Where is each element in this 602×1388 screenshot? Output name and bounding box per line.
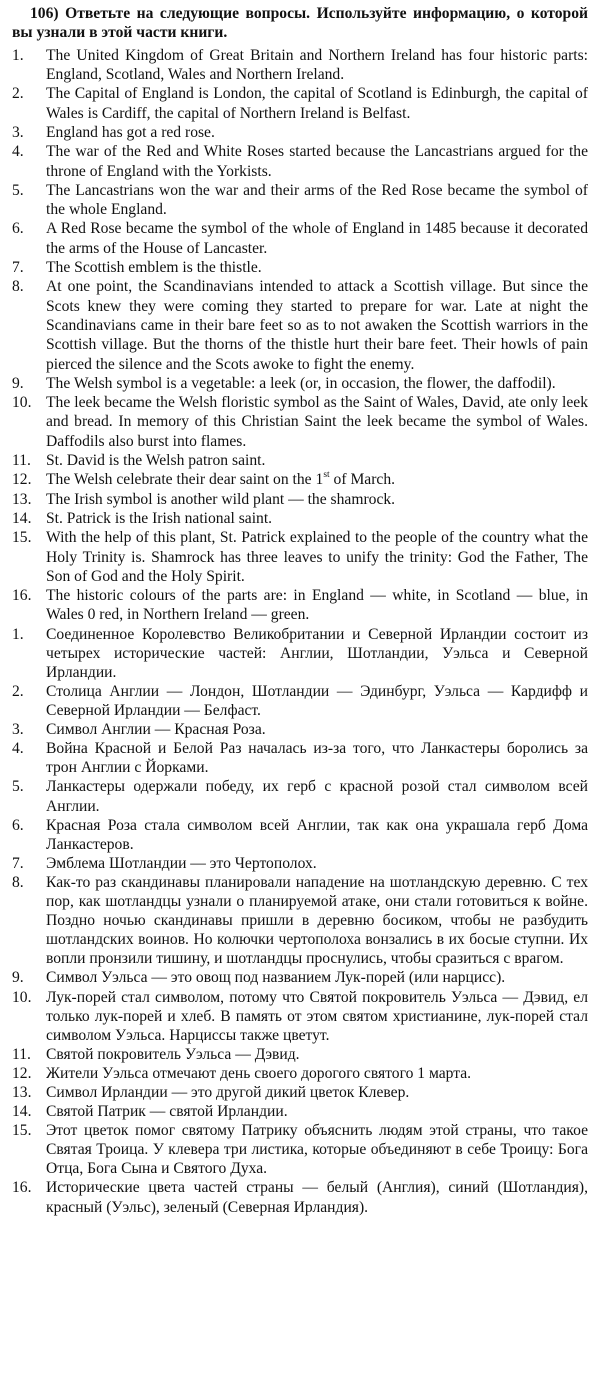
item-number: 16. [12, 587, 32, 605]
item-number: 14. [12, 1103, 32, 1121]
item-text: The United Kingdom of Great Britain and Northern Ireland has four historic parts: England, Scotland, Wales and Northern Ireland. [46, 46, 588, 84]
english-answer-item [12, 393, 588, 451]
item-text: of March. [329, 471, 396, 489]
item-number: 8. [12, 873, 24, 891]
item-number: 7. [12, 854, 24, 872]
item-number: 4. [12, 740, 24, 758]
item-text: Исторические цвета частей страны — белый (Англия), синий (Шотландия), красный (Уэльс), зеленый (Северная Ирландия). [46, 1179, 588, 1216]
russian-answer-item [12, 1178, 588, 1216]
russian-answer-item [12, 968, 588, 987]
english-answer-item [12, 46, 588, 85]
item-text: The leek became the Welsh floristic symbol as the Saint of Wales, David, ate only leek and bread. In memory of this Christian Saint the leek became the symbol of Wales. Daffodils also burst into flames. [46, 394, 588, 450]
item-number: 3. [12, 124, 24, 141]
english-answers-list [12, 46, 588, 625]
english-answer-item [12, 84, 588, 123]
item-text: The Lancastrians won the war and their arms of the Red Rose became the symbol of the whole England. [46, 181, 588, 219]
item-number: 8. [12, 278, 24, 296]
item-number: 1. [12, 46, 24, 64]
item-text: Ланкастеры одержали победу, их герб с красной розой стал символом всей Англии. [46, 778, 588, 815]
item-text: Этот цветок помог святому Патрику объяснить людям этой страны, что такое Святая Троица. У клевера три листика, которые объединяют в себе Троицу: Бога Отца, Бога Сына и Святого Духа. [46, 1122, 588, 1178]
english-answer-item [12, 219, 588, 258]
russian-answer-item [12, 1045, 588, 1064]
item-text: Эмблема Шотландии — это Чертополох. [46, 854, 317, 872]
item-number: 12. [12, 1064, 32, 1082]
russian-answer-item [12, 988, 588, 1045]
english-answer-item [12, 142, 588, 181]
russian-answer-item [12, 625, 588, 682]
english-answer-item [12, 123, 588, 142]
ordinal-suffix: st [323, 470, 330, 481]
item-text: The Irish symbol is another wild plant — the shamrock. [46, 490, 396, 508]
item-text: Символ Ирландии — это другой дикий цветок Клевер. [46, 1083, 410, 1101]
item-number: 7. [12, 259, 24, 277]
item-text: Столица Англии — Лондон, Шотландии — Эдинбург, Уэльса — Кардифф и Северной Ирландии — Белфаст. [46, 683, 588, 720]
russian-answer-item [12, 720, 588, 739]
russian-answer-item [12, 1102, 588, 1121]
item-number: 5. [12, 778, 24, 796]
item-text: The war of the Red and White Roses started because the Lancastrians argued for the throne of England with the Yorkists. [46, 143, 588, 180]
item-text: With the help of this plant, St. Patrick explained to the people of the country what the Holy Trinity is. Shamrock has three leaves to unify the trinity: God the Father, The Son of God and the Holy Spirit. [46, 529, 588, 585]
item-number: 16. [12, 1179, 32, 1197]
item-text: Святой покровитель Уэльса — Дэвид. [46, 1045, 300, 1063]
russian-answers-list [12, 625, 588, 1217]
item-number: 13. [12, 490, 32, 508]
item-number: 13. [12, 1083, 32, 1101]
russian-answer-item [12, 739, 588, 777]
english-answer-item [12, 451, 588, 470]
russian-answer-item [12, 1083, 588, 1102]
english-answer-item [12, 470, 588, 489]
russian-answer-item [12, 816, 588, 854]
item-text: At one point, the Scandinavians intended to attack a Scottish village. But since the Scots knew they were coming they started to prepare for war. Late at night the Scandinavians came in their bare feet so as to not awaken the Scottish warriors in the Scottish village. But the thorns of the thistle hurt their bare feet. Their howls of pain pierced the silence and the Scots awoke to fight the enemy. [46, 278, 588, 373]
item-number: 1. [12, 625, 24, 643]
item-number: 5. [12, 181, 24, 199]
english-answer-item [12, 509, 588, 528]
item-text: Соединенное Королевство Великобритании и Северной Ирландии состоит из четырех исторические частей: Англии, Шотландии, Уэльса и Северной Ирландии. [46, 625, 588, 681]
russian-answer-item [12, 854, 588, 873]
english-answer-item [12, 181, 588, 220]
item-number: 3. [12, 721, 24, 739]
russian-answer-item [12, 873, 588, 968]
item-number: 9. [12, 374, 24, 392]
item-number: 11. [12, 452, 31, 470]
item-text: Символ Англии — Красная Роза. [46, 721, 266, 739]
item-number: 2. [12, 683, 24, 700]
item-text: St. David is the Welsh patron saint. [46, 452, 266, 470]
item-number: 15. [12, 529, 32, 547]
english-answer-item [12, 374, 588, 393]
item-number: 9. [12, 969, 24, 987]
item-text: Красная Роза стала символом всей Англии, так как она украшала герб Дома Ланкастеров. [46, 816, 588, 853]
english-answer-item [12, 490, 588, 509]
item-number: 12. [12, 471, 32, 489]
russian-answer-item [12, 682, 588, 720]
russian-answer-item [12, 1064, 588, 1083]
item-number: 10. [12, 988, 32, 1006]
item-text: Жители Уэльса отмечают день своего дорогого святого 1 марта. [46, 1064, 472, 1082]
item-text: Символ Уэльса — это овощ под названием Лук-порей (или нарцисс). [46, 969, 506, 987]
item-text: England has got a red rose. [46, 124, 215, 141]
item-text: The Welsh symbol is a vegetable: a leek (or, in occasion, the flower, the daffodil). [46, 374, 556, 392]
item-number: 6. [12, 220, 24, 238]
english-answer-item [12, 277, 588, 373]
english-answer-item [12, 258, 588, 277]
item-text: Война Красной и Белой Раз началась из-за того, что Ланкастеры боролись за трон Англии с Йорками. [46, 740, 588, 777]
item-text: The Welsh celebrate their dear saint on the 1 [46, 471, 324, 489]
item-text: Святой Патрик — святой Ирландии. [46, 1103, 288, 1121]
item-text: St. Patrick is the Irish national saint. [46, 509, 273, 527]
item-number: 2. [12, 85, 24, 103]
item-number: 10. [12, 394, 32, 412]
russian-answer-item [12, 1121, 588, 1178]
item-number: 4. [12, 143, 24, 161]
item-text: The historic colours of the parts are: in England — white, in Scotland — blue, in Wales 0 red, in Northern Ireland — green. [46, 587, 588, 624]
exercise-heading: 106) Ответьте на следующие вопросы. Используйте информацию, о которой вы узнали в этой части книги. [12, 5, 588, 42]
item-text: Лук-порей стал символом, потому что Святой покровитель Уэльса — Дэвид, ел только лук-порей и хлеб. В память от этом святом христианине, лук-порей стал символом Уэльса. Нарциссы также цветут. [46, 988, 588, 1044]
item-number: 6. [12, 816, 24, 834]
item-number: 11. [12, 1045, 31, 1063]
english-answer-item [12, 586, 588, 625]
item-number: 15. [12, 1122, 32, 1140]
item-number: 14. [12, 509, 32, 527]
russian-answer-item [12, 777, 588, 815]
item-text: Как-то раз скандинавы планировали нападение на шотландскую деревню. С тех пор, как шотландцы узнали о планируемой атаке, они стали готовиться к войне. Поздно ночью скандинавы пришли в деревню босиком, чтобы не разбудить шотландских воинов. Но колючки чертополоха вонзались в их босые ступни. Их вопли пронзили тишину, и шотландцы проснулись, чтобы сразиться с врагом. [46, 873, 588, 968]
item-text: A Red Rose became the symbol of the whole of England in 1485 because it decorated the arms of the House of Lancaster. [46, 220, 588, 257]
item-text: The Scottish emblem is the thistle. [46, 259, 262, 277]
english-answer-item [12, 528, 588, 586]
item-text: The Capital of England is London, the capital of Scotland is Edinburgh, the capital of Wales is Cardiff, the capital of Northern Ireland is Belfast. [46, 85, 588, 122]
